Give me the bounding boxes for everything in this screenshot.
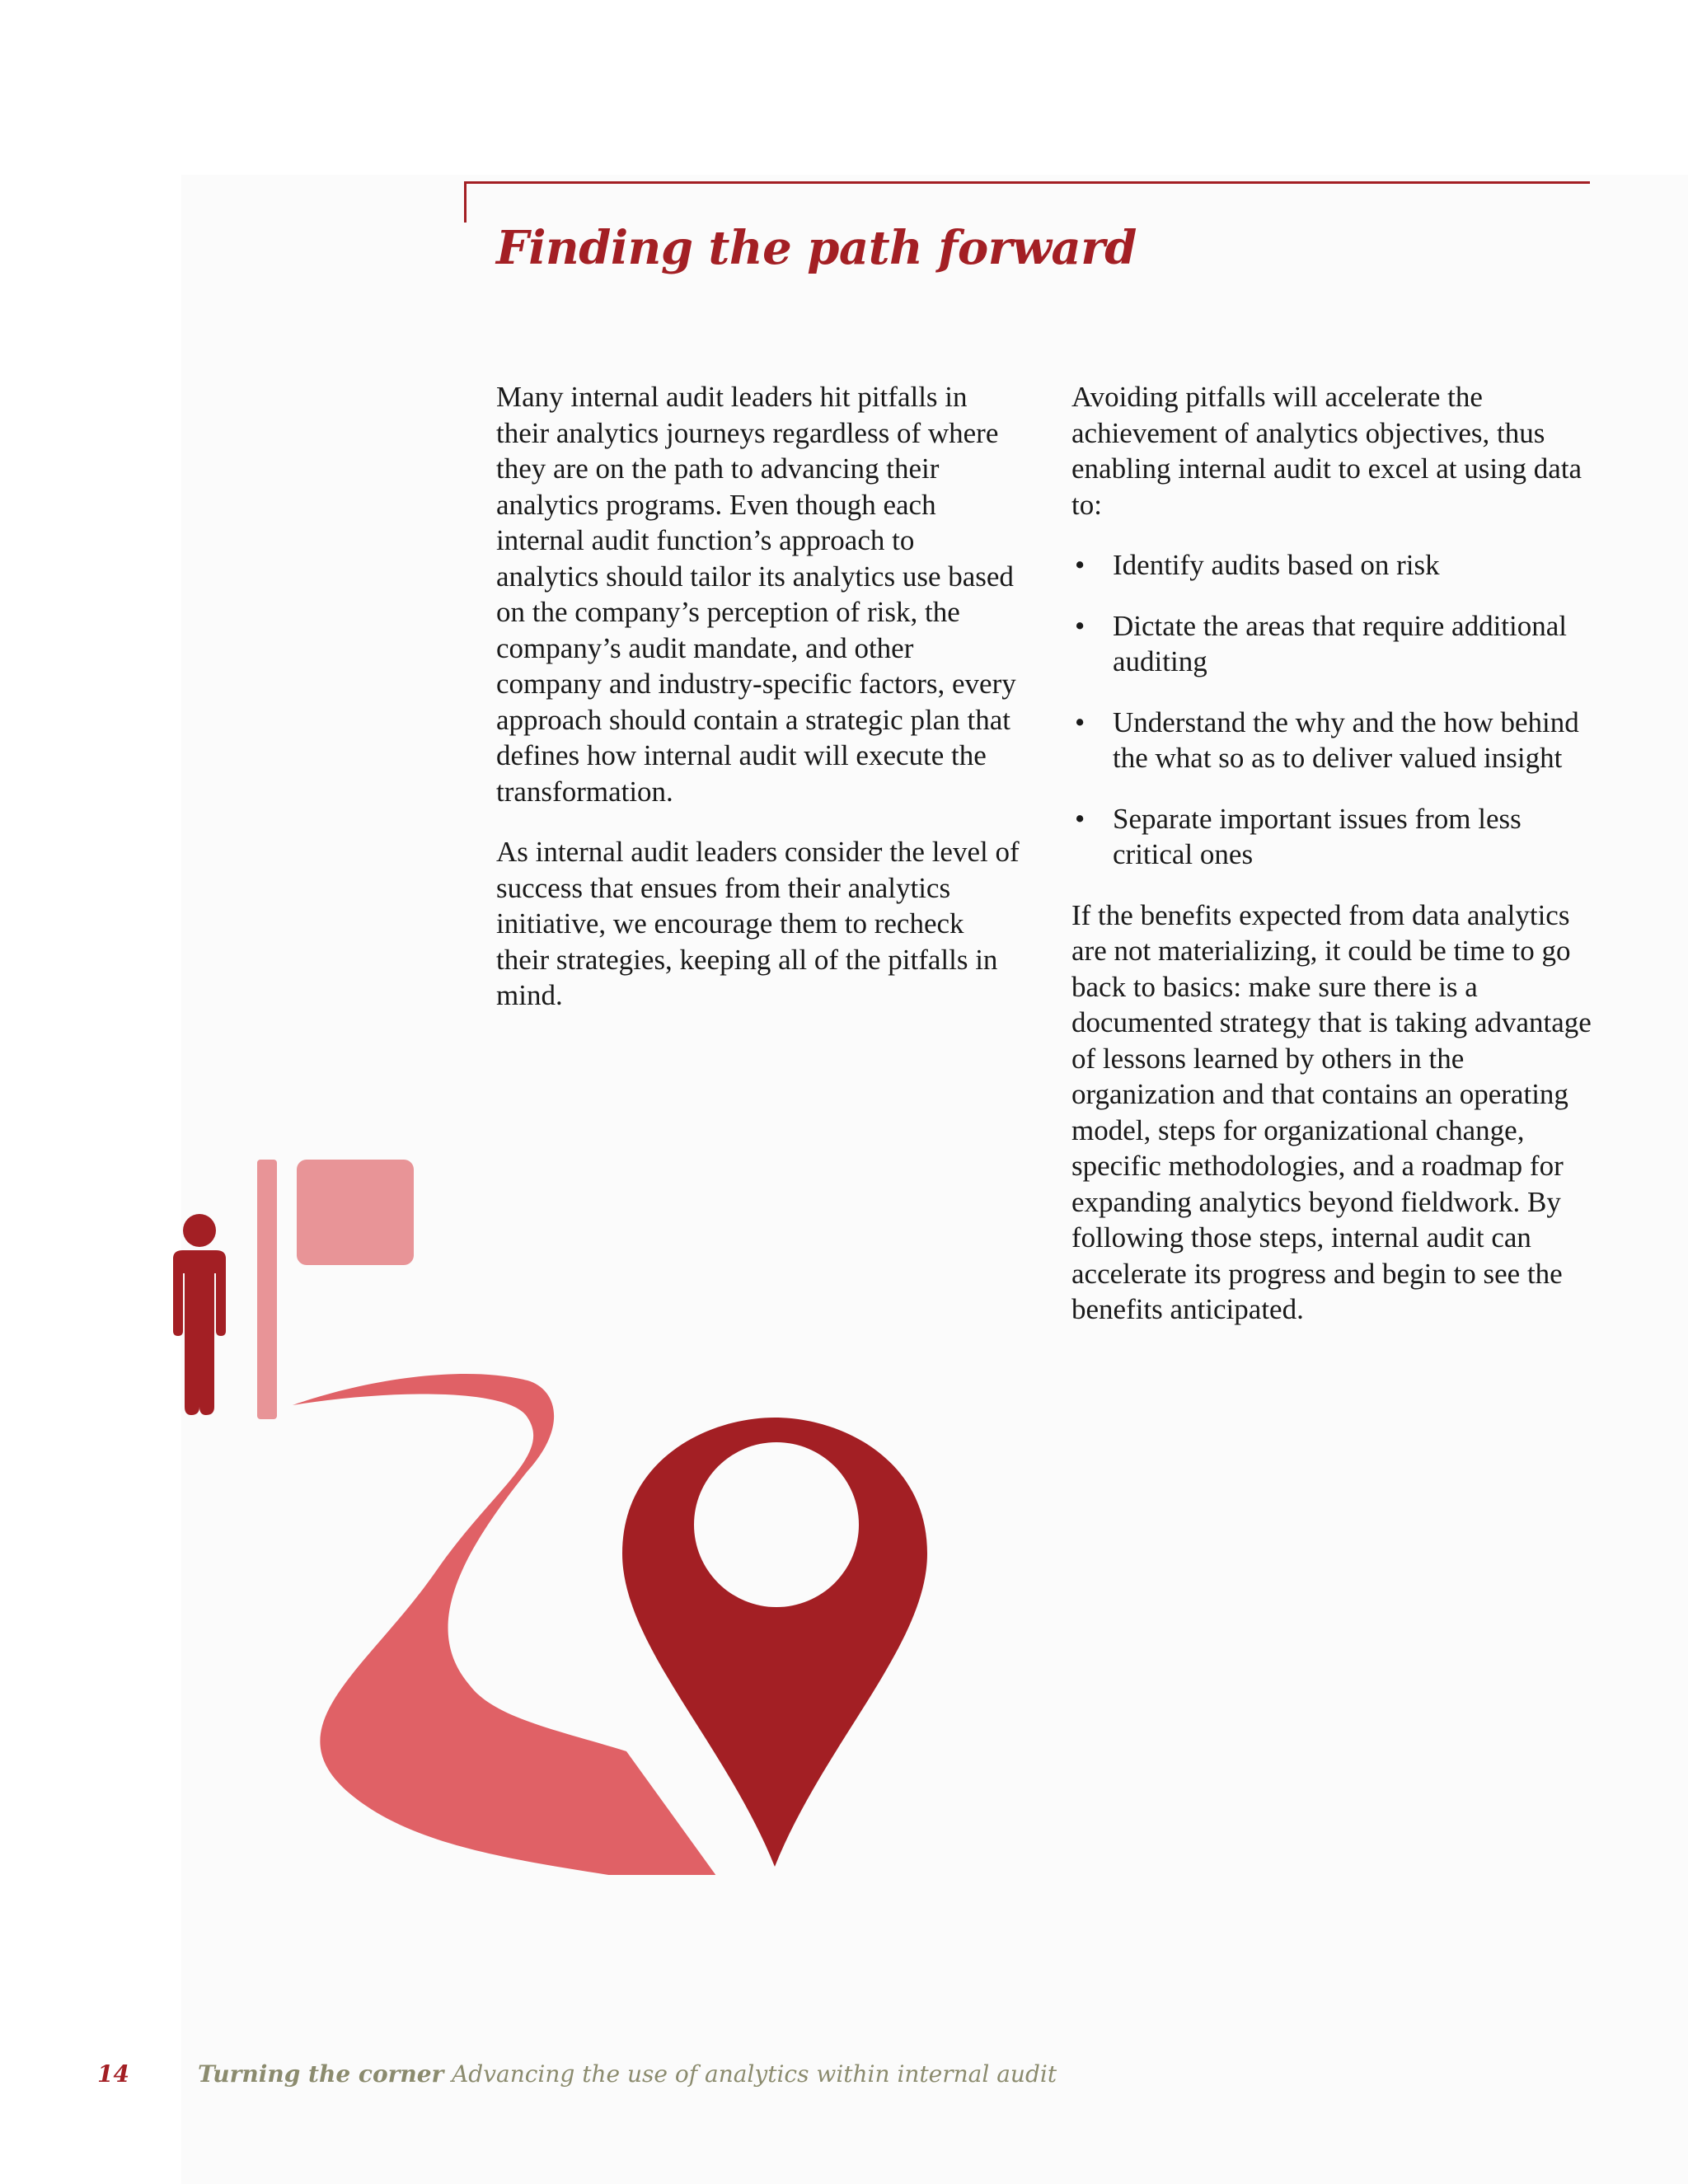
bullet-marker: •: [1075, 609, 1085, 642]
page-title: Finding the path forward: [496, 221, 1137, 275]
bullet-list: [1071, 547, 1599, 873]
right-column: [1071, 379, 1599, 1352]
bullet-item: [1071, 705, 1599, 776]
bullet-marker: •: [1075, 705, 1085, 738]
bullet-text: Dictate the areas that require additional auditing: [1113, 609, 1567, 677]
bullet-text: Identify audits based on risk: [1113, 549, 1440, 581]
path-forward-illustration: [148, 1150, 940, 1875]
page-footer: [0, 2060, 1688, 2102]
left-column: [496, 379, 1024, 1038]
page-number: 14: [97, 2060, 129, 2088]
footer-title-text: Turning the corner: [198, 2060, 444, 2088]
body-paragraph: Many internal audit leaders hit pitfalls in their analytics journeys regardless of where they are on the path to advancing their analytics programs. Even though each internal audit function’s approach to analytics should tailor its analytics use based on the company’s perception of risk, the company’s audit mandate, and other company and industry-specific factors, every approach should contain a strategic plan that defines how internal audit will execute the transformation.: [496, 381, 1016, 808]
bullet-item: [1071, 547, 1599, 583]
footer-subtitle: Advancing the use of analytics within internal audit: [452, 2060, 1057, 2088]
title-rule-horizontal: [464, 181, 1590, 184]
location-pin-icon: [622, 1418, 927, 1867]
bullet-item: [1071, 608, 1599, 680]
footer-document-title: [198, 2060, 1057, 2088]
bullet-text: Separate important issues from less critical ones: [1113, 802, 1522, 870]
body-paragraph: As internal audit leaders consider the level of success that ensues from their analytics initiative, we encourage them to recheck their strategies, keeping all of the pitfalls in mind.: [496, 836, 1020, 1011]
bullet-marker: •: [1075, 802, 1085, 835]
intro-paragraph: Avoiding pitfalls will accelerate the achievement of analytics objectives, thus enabling internal audit to excel at using data to:: [1071, 381, 1582, 521]
person-icon: [173, 1214, 226, 1415]
closing-paragraph: If the benefits expected from data analytics are not materializing, it could be time to go back to basics: make sure there is a documented strategy that is taking advantage of lessons learned by others in the organization and that contains an operating model, steps for organizational change, specific methodologies, and a roadmap for expanding analytics beyond fieldwork. By following those steps, internal audit can accelerate its progress and begin to see the benefits anticipated.: [1071, 898, 1592, 1325]
flag-icon: [257, 1160, 414, 1419]
bullet-item: [1071, 801, 1599, 873]
title-rule-vertical: [464, 181, 467, 223]
bullet-marker: •: [1075, 549, 1085, 581]
bullet-text: Understand the why and the how behind the what so as to deliver valued insight: [1113, 705, 1579, 774]
